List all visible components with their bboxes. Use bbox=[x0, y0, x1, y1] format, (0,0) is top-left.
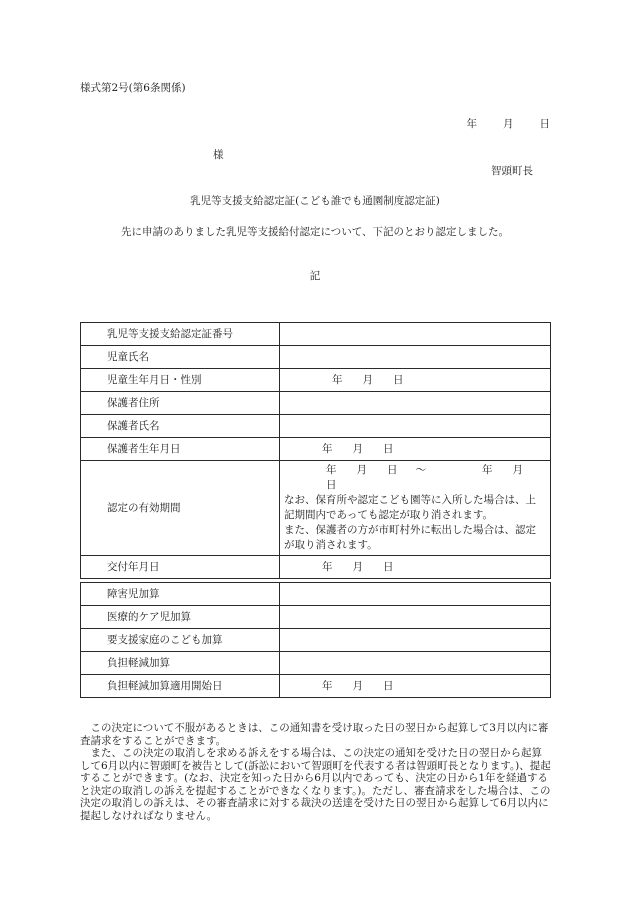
date-month: 月 bbox=[352, 442, 363, 455]
support-family-addition-value bbox=[280, 629, 551, 652]
row-label: 保護者住所 bbox=[81, 392, 280, 415]
guardian-name-value bbox=[280, 415, 551, 438]
table-row bbox=[81, 461, 551, 556]
row-label: 保護者氏名 bbox=[81, 415, 280, 438]
validity-range bbox=[284, 463, 546, 493]
date-day: 日 bbox=[539, 118, 550, 130]
table-row bbox=[81, 583, 551, 606]
date-month: 月 bbox=[362, 373, 373, 386]
issue-date-line bbox=[467, 116, 551, 131]
table-row bbox=[81, 675, 551, 698]
date-day: 日 bbox=[383, 442, 394, 455]
table-row bbox=[81, 392, 551, 415]
row-label: 交付年月日 bbox=[81, 556, 280, 579]
date-month: 月 bbox=[352, 560, 363, 573]
table-row bbox=[81, 346, 551, 369]
row-label: 要支援家庭のこども加算 bbox=[81, 629, 280, 652]
medical-care-addition-value bbox=[280, 606, 551, 629]
form-number: 様式第2号(第6条関係) bbox=[80, 82, 186, 94]
date-month: 月 bbox=[503, 118, 514, 130]
row-label: 医療的ケア児加算 bbox=[81, 606, 280, 629]
date-month: 月 bbox=[356, 464, 367, 476]
row-label: 乳児等支援支給認定証番号 bbox=[81, 323, 280, 346]
date-year: 年 bbox=[332, 373, 343, 386]
notes-paragraph-lawsuit: また、この決定の取消しを求める訴えをする場合は、この決定の通知を受けた日の翌日から起算して6月以内に智頭町を被告として(訴訟において智頭町を代表する者は智頭町長となります。)、提起することができます。(なお、決定を知った日から6月以内であっても、決定の日から1年を経過すると決定の取消しの訴えを提起することができなくなります。)。ただし、審査請求をした場合は、この決定の取消しの訴えは、その審査請求に対する裁決の送達を受けた日の翌日から起算して6月以内に提起しなければなりません。 bbox=[80, 747, 551, 822]
notes-paragraph-appeal: この決定について不服があるときは、この通知書を受け取った日の翌日から起算して3月以内に審査請求をすることができます。 bbox=[80, 722, 549, 747]
guardian-address-value bbox=[280, 392, 551, 415]
table-row bbox=[81, 438, 551, 461]
validity-note-nursery: なお、保育所や認定こども園等に入所した場合は、上記期間内であっても認定が取り消されます。 bbox=[284, 494, 536, 521]
ki-heading: 記 bbox=[309, 270, 321, 282]
row-label: 障害児加算 bbox=[81, 583, 280, 606]
date-year: 年 bbox=[326, 464, 337, 476]
table-row bbox=[81, 415, 551, 438]
date-year: 年 bbox=[322, 442, 333, 455]
child-name-value bbox=[280, 346, 551, 369]
date-month: 月 bbox=[512, 464, 523, 476]
date-day: 日 bbox=[383, 560, 394, 573]
row-label: 認定の有効期間 bbox=[81, 461, 280, 556]
addressee-suffix: 様 bbox=[213, 149, 224, 161]
row-label: 保護者生年月日 bbox=[81, 438, 280, 461]
date-year: 年 bbox=[482, 464, 493, 476]
appeal-notes bbox=[80, 722, 552, 822]
issue-date-value bbox=[280, 556, 551, 579]
validity-period-value bbox=[280, 461, 551, 556]
table-row bbox=[81, 652, 551, 675]
date-day: 日 bbox=[387, 464, 398, 476]
table-row bbox=[81, 323, 551, 346]
document-title: 乳児等支援支給認定証(こども誰でも通園制度認定証) bbox=[190, 195, 440, 207]
intro-text: 先に申請のありました乳児等支援給付認定について、下記のとおり認定しました。 bbox=[120, 226, 510, 238]
burden-reduction-value bbox=[280, 652, 551, 675]
date-day: 日 bbox=[383, 679, 394, 692]
disability-addition-value bbox=[280, 583, 551, 606]
guardian-birthdate-value bbox=[280, 438, 551, 461]
issuer-name: 智頭町長 bbox=[491, 165, 533, 177]
date-year: 年 bbox=[322, 679, 333, 692]
table-row bbox=[81, 556, 551, 579]
row-label: 負担軽減加算 bbox=[81, 652, 280, 675]
additions-table bbox=[80, 582, 551, 698]
validity-note-relocation: また、保護者の方が市町村外に転出した場合は、認定が取り消されます。 bbox=[284, 524, 536, 551]
table-row bbox=[81, 606, 551, 629]
burden-reduction-start-value bbox=[280, 675, 551, 698]
row-label: 負担軽減加算適用開始日 bbox=[81, 675, 280, 698]
row-label: 児童生年月日・性別 bbox=[81, 369, 280, 392]
date-year: 年 bbox=[322, 560, 333, 573]
certificate-number-value bbox=[280, 323, 551, 346]
row-label: 児童氏名 bbox=[81, 346, 280, 369]
range-tilde: ～ bbox=[415, 464, 426, 476]
table-row bbox=[81, 369, 551, 392]
child-birthdate-value bbox=[280, 369, 551, 392]
date-year: 年 bbox=[466, 118, 477, 130]
certificate-table bbox=[80, 322, 551, 579]
date-day: 日 bbox=[393, 373, 404, 386]
table-row bbox=[81, 629, 551, 652]
date-month: 月 bbox=[352, 679, 363, 692]
date-day: 日 bbox=[326, 479, 337, 491]
